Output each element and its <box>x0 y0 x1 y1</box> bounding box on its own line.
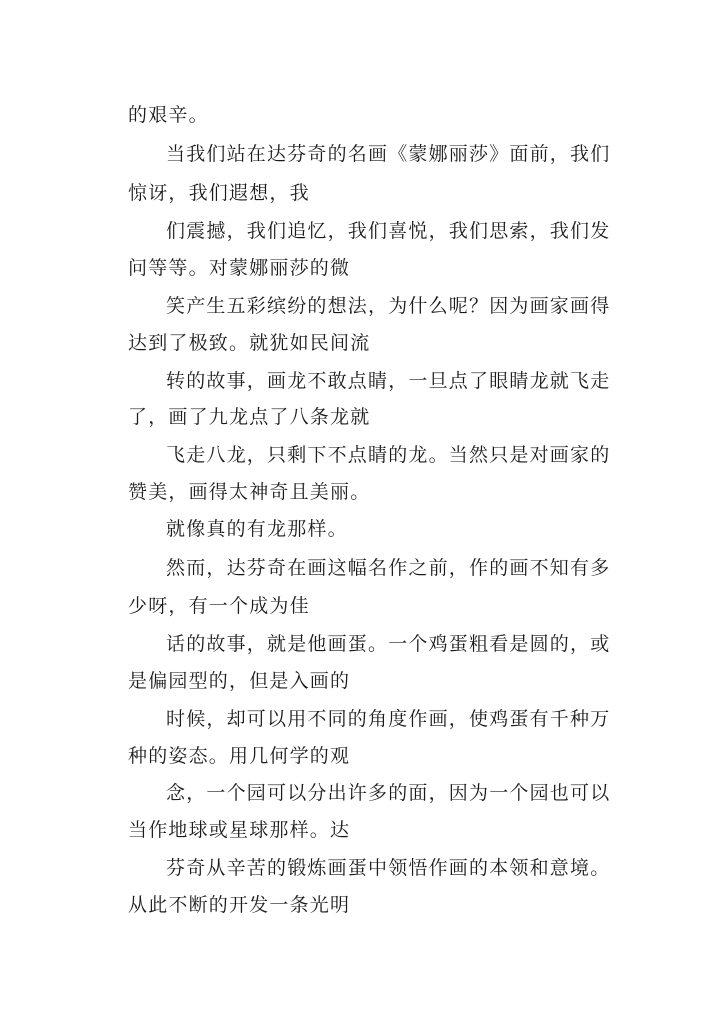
text-line: 的艰辛。 <box>128 104 209 126</box>
text-line: 转的故事，画龙不敢点睛，一旦点了眼睛龙就飞走 <box>166 370 611 392</box>
text-line: 达到了极致。就犹如民间流 <box>128 332 371 354</box>
text-line: 然而，达芬奇在画这幅名作之前，作的画不知有多 <box>166 557 611 579</box>
text-line: 念，一个园可以分出许多的面，因为一个园也可以 <box>166 782 611 804</box>
text-line: 种的姿态。用几何学的观 <box>128 745 351 767</box>
text-line: 惊讶，我们遐想，我 <box>128 182 310 204</box>
text-line: 芬奇从辛苦的锻炼画蛋中领悟作画的本领和意境。 <box>166 857 611 879</box>
text-line: 赞美，画得太神奇且美丽。 <box>128 481 371 503</box>
text-line: 从此不断的开发一条光明 <box>128 894 351 916</box>
text-line: 了，画了九龙点了八条龙就 <box>128 406 371 428</box>
text-line: 时候，却可以用不同的角度作画，使鸡蛋有千种万 <box>166 708 611 730</box>
text-line: 就像真的有龙那样。 <box>166 518 348 540</box>
text-line: 话的故事，就是他画蛋。一个鸡蛋粗看是圆的，或 <box>166 633 611 655</box>
text-line: 当作地球或星球那样。达 <box>128 819 351 841</box>
text-line: 是偏园型的，但是入画的 <box>128 670 351 692</box>
text-line: 少呀，有一个成为佳 <box>128 595 310 617</box>
text-line: 问等等。对蒙娜丽莎的微 <box>128 257 351 279</box>
text-line: 飞走八龙，只剩下不点睛的龙。当然只是对画家的 <box>166 444 611 466</box>
text-line: 笑产生五彩缤纷的想法，为什么呢？因为画家画得 <box>166 295 611 317</box>
text-line: 当我们站在达芬奇的名画《蒙娜丽莎》面前，我们 <box>166 143 611 165</box>
text-line: 们震撼，我们追忆，我们喜悦，我们思索，我们发 <box>166 220 611 242</box>
